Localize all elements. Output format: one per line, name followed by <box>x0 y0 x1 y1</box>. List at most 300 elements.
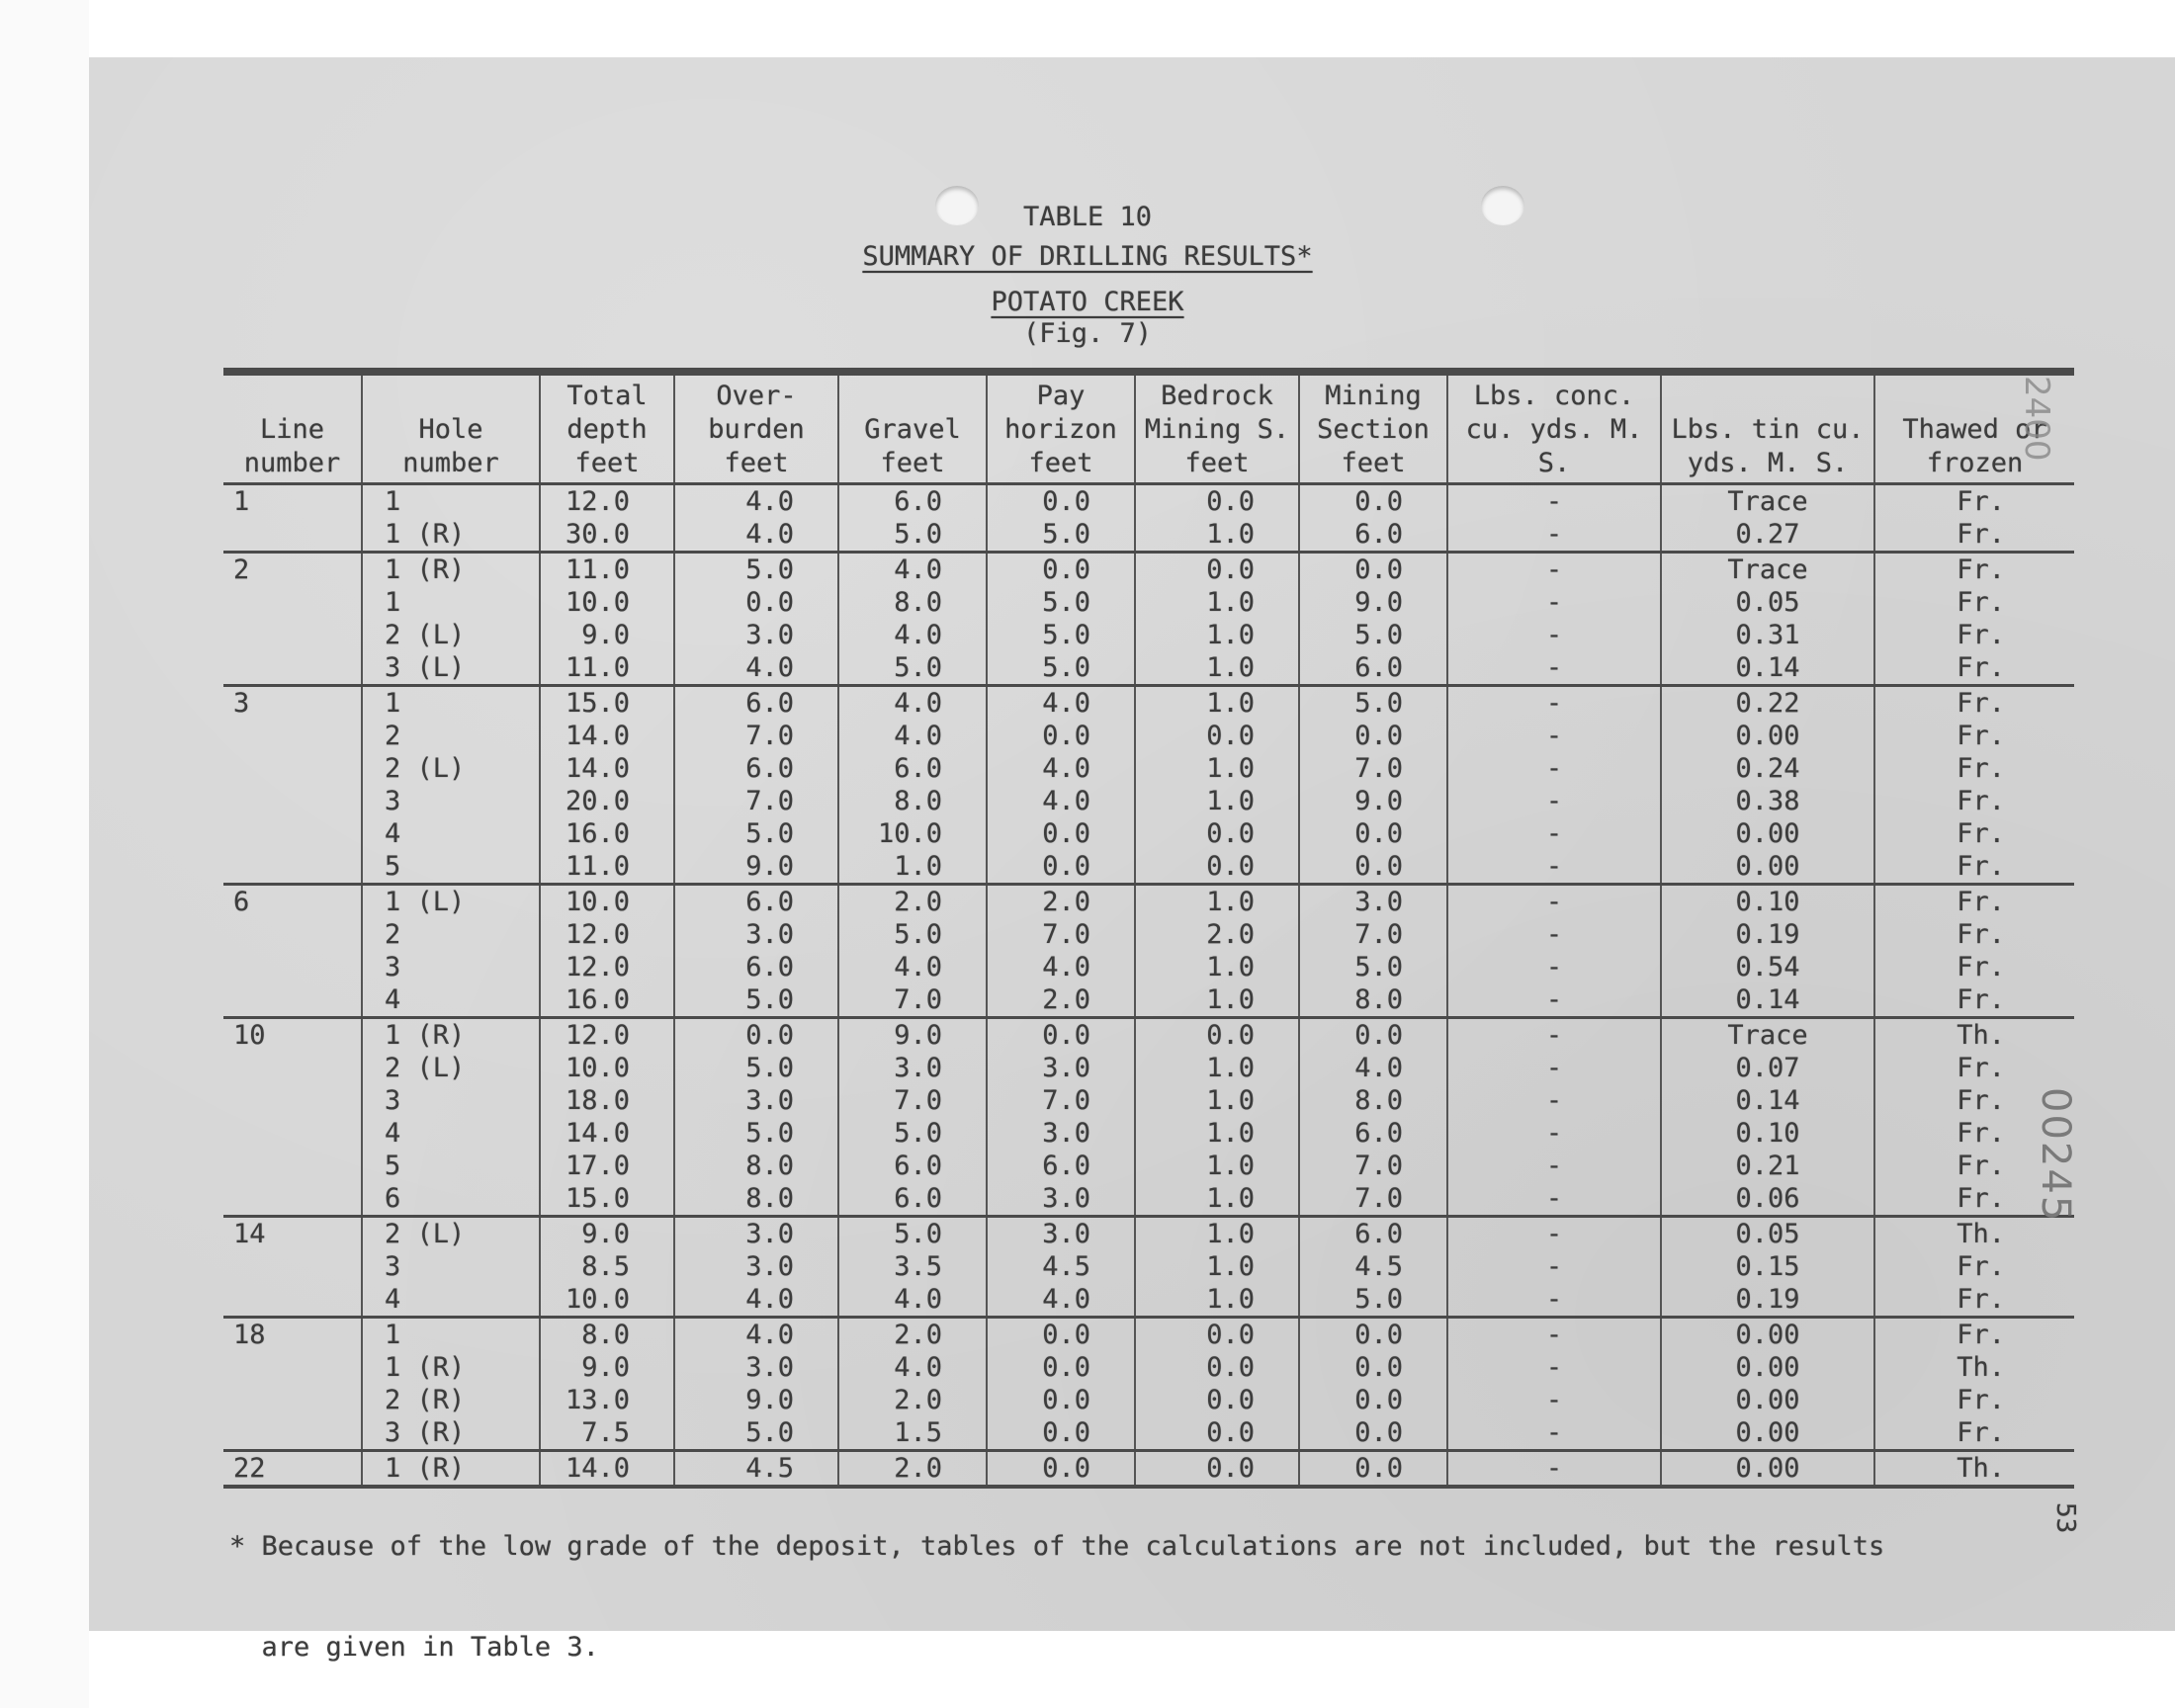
cell-hole-number: 3 <box>362 951 540 983</box>
cell-lbs-conc: - <box>1447 1451 1661 1488</box>
cell-hole-number: 2 <box>362 918 540 951</box>
cell-mining-section: 9.0 <box>1299 586 1447 619</box>
cell-total-depth: 14.0 <box>540 1117 674 1150</box>
cell-line-number <box>223 1052 362 1084</box>
cell-overburden: 4.5 <box>674 1451 838 1488</box>
cell-overburden: 5.0 <box>674 1117 838 1150</box>
table-row <box>223 686 2074 721</box>
punch-hole-right <box>1481 186 1524 225</box>
cell-lbs-conc: - <box>1447 1018 1661 1053</box>
cell-gravel: 2.0 <box>838 885 987 919</box>
cell-lbs-conc: - <box>1447 1384 1661 1416</box>
cell-lbs-tin: 0.54 <box>1661 951 1874 983</box>
cell-lbs-conc: - <box>1447 720 1661 752</box>
cell-mining-section: 5.0 <box>1299 619 1447 651</box>
header-mining-section: Mining Section feet <box>1299 375 1447 484</box>
table-row <box>223 951 2074 983</box>
table-row <box>223 1250 2074 1283</box>
cell-overburden: 8.0 <box>674 1182 838 1217</box>
cell-total-depth: 7.5 <box>540 1416 674 1451</box>
table-row <box>223 1150 2074 1182</box>
cell-overburden: 3.0 <box>674 918 838 951</box>
cell-mining-section: 6.0 <box>1299 1117 1447 1150</box>
cell-pay-horizon: 4.0 <box>987 686 1135 721</box>
cell-overburden: 3.0 <box>674 619 838 651</box>
cell-overburden: 8.0 <box>674 1150 838 1182</box>
cell-lbs-conc: - <box>1447 1117 1661 1150</box>
cell-lbs-tin: 0.31 <box>1661 619 1874 651</box>
cell-line-number: 14 <box>233 1219 266 1249</box>
cell-overburden: 5.0 <box>674 1052 838 1084</box>
cell-line-number <box>223 1384 362 1416</box>
cell-bedrock: 2.0 <box>1135 918 1299 951</box>
cell-lbs-tin: 0.14 <box>1661 651 1874 686</box>
cell-hole-number: 2 (L) <box>362 752 540 785</box>
cell-gravel: 6.0 <box>838 752 987 785</box>
cell-thawed-frozen: Fr. <box>1874 1250 2074 1283</box>
cell-gravel: 6.0 <box>838 484 987 519</box>
cell-bedrock: 0.0 <box>1135 817 1299 850</box>
cell-total-depth: 17.0 <box>540 1150 674 1182</box>
cell-thawed-frozen: Th. <box>1874 1018 2074 1053</box>
table-body <box>223 484 2074 1488</box>
table-row <box>223 885 2074 919</box>
cell-gravel: 5.0 <box>838 1217 987 1251</box>
cell-hole-number: 1 (R) <box>362 1018 540 1053</box>
cell-gravel: 4.0 <box>838 1283 987 1318</box>
cell-hole-number: 1 (R) <box>362 518 540 553</box>
cell-overburden: 6.0 <box>674 752 838 785</box>
cell-line-number <box>223 918 362 951</box>
cell-pay-horizon: 0.0 <box>987 484 1135 519</box>
cell-total-depth: 14.0 <box>540 720 674 752</box>
cell-lbs-tin: 0.14 <box>1661 983 1874 1018</box>
table-row <box>223 1384 2074 1416</box>
cell-lbs-tin: 0.10 <box>1661 1117 1874 1150</box>
cell-line-number <box>223 951 362 983</box>
cell-gravel: 9.0 <box>838 1018 987 1053</box>
cell-line-number <box>223 752 362 785</box>
cell-bedrock: 0.0 <box>1135 1451 1299 1488</box>
cell-gravel: 5.0 <box>838 518 987 553</box>
cell-pay-horizon: 3.0 <box>987 1217 1135 1251</box>
cell-mining-section: 0.0 <box>1299 484 1447 519</box>
cell-thawed-frozen: Fr. <box>1874 752 2074 785</box>
cell-overburden: 7.0 <box>674 785 838 817</box>
cell-line-number <box>223 1351 362 1384</box>
cell-line-number <box>223 1250 362 1283</box>
cell-hole-number: 5 <box>362 850 540 885</box>
cell-lbs-tin: 0.00 <box>1661 817 1874 850</box>
cell-total-depth: 15.0 <box>540 686 674 721</box>
cell-thawed-frozen: Fr. <box>1874 651 2074 686</box>
cell-lbs-tin: 0.10 <box>1661 885 1874 919</box>
cell-line-number <box>223 651 362 686</box>
cell-thawed-frozen: Fr. <box>1874 1318 2074 1352</box>
table-row <box>223 817 2074 850</box>
cell-lbs-conc: - <box>1447 1318 1661 1352</box>
cell-lbs-conc: - <box>1447 518 1661 553</box>
cell-thawed-frozen: Fr. <box>1874 484 2074 519</box>
cell-gravel: 4.0 <box>838 686 987 721</box>
cell-thawed-frozen: Fr. <box>1874 785 2074 817</box>
cell-lbs-tin: 0.07 <box>1661 1052 1874 1084</box>
cell-lbs-conc: - <box>1447 1283 1661 1318</box>
table-row <box>223 1416 2074 1451</box>
cell-lbs-conc: - <box>1447 553 1661 587</box>
table-row <box>223 484 2074 519</box>
cell-thawed-frozen: Fr. <box>1874 1416 2074 1451</box>
cell-gravel: 2.0 <box>838 1384 987 1416</box>
cell-overburden: 5.0 <box>674 817 838 850</box>
cell-line-number: 6 <box>233 887 250 917</box>
cell-lbs-conc: - <box>1447 918 1661 951</box>
header-pay-horizon: Pay horizon feet <box>987 375 1135 484</box>
cell-total-depth: 30.0 <box>540 518 674 553</box>
cell-total-depth: 10.0 <box>540 885 674 919</box>
cell-lbs-tin: 0.06 <box>1661 1182 1874 1217</box>
table-title-text: SUMMARY OF DRILLING RESULTS* <box>862 241 1313 272</box>
page-number: 53 <box>2050 1502 2080 1534</box>
cell-bedrock: 1.0 <box>1135 752 1299 785</box>
cell-gravel: 1.0 <box>838 850 987 885</box>
cell-bedrock: 1.0 <box>1135 885 1299 919</box>
cell-pay-horizon: 0.0 <box>987 817 1135 850</box>
cell-gravel: 8.0 <box>838 785 987 817</box>
cell-bedrock: 1.0 <box>1135 1117 1299 1150</box>
cell-lbs-conc: - <box>1447 1217 1661 1251</box>
cell-line-number <box>223 1416 362 1451</box>
cell-line-number: 1 <box>233 486 250 517</box>
header-thawed-frozen: Thawed or frozen <box>1874 375 2074 484</box>
cell-pay-horizon: 5.0 <box>987 586 1135 619</box>
cell-lbs-tin: 0.00 <box>1661 1351 1874 1384</box>
cell-overburden: 5.0 <box>674 553 838 587</box>
table-row <box>223 619 2074 651</box>
cell-gravel: 5.0 <box>838 1117 987 1150</box>
cell-gravel: 5.0 <box>838 918 987 951</box>
cell-thawed-frozen: Fr. <box>1874 1117 2074 1150</box>
cell-gravel: 8.0 <box>838 586 987 619</box>
cell-pay-horizon: 0.0 <box>987 1318 1135 1352</box>
cell-bedrock: 1.0 <box>1135 651 1299 686</box>
table-row <box>223 553 2074 587</box>
cell-overburden: 6.0 <box>674 686 838 721</box>
cell-line-number: 22 <box>223 1451 362 1488</box>
cell-mining-section: 6.0 <box>1299 1217 1447 1251</box>
cell-total-depth: 9.0 <box>540 619 674 651</box>
cell-bedrock: 1.0 <box>1135 586 1299 619</box>
cell-hole-number: 1 <box>362 484 540 519</box>
cell-pay-horizon: 2.0 <box>987 983 1135 1018</box>
cell-lbs-conc: - <box>1447 651 1661 686</box>
cell-thawed-frozen: Fr. <box>1874 720 2074 752</box>
title-block <box>692 198 1483 354</box>
table-row <box>223 1351 2074 1384</box>
cell-mining-section: 0.0 <box>1299 817 1447 850</box>
cell-thawed-frozen: Th. <box>1874 1217 2074 1251</box>
cell-line-number <box>223 983 362 1018</box>
cell-mining-section: 7.0 <box>1299 1150 1447 1182</box>
cell-hole-number: 4 <box>362 1283 540 1318</box>
cell-overburden: 4.0 <box>674 484 838 519</box>
cell-pay-horizon: 7.0 <box>987 918 1135 951</box>
cell-total-depth: 9.0 <box>540 1351 674 1384</box>
cell-pay-horizon: 5.0 <box>987 619 1135 651</box>
cell-pay-horizon: 4.0 <box>987 1283 1135 1318</box>
cell-pay-horizon: 0.0 <box>987 1451 1135 1488</box>
cell-pay-horizon: 4.0 <box>987 785 1135 817</box>
cell-mining-section: 0.0 <box>1299 1451 1447 1488</box>
header-lbs-tin: Lbs. tin cu. yds. M. S. <box>1661 375 1874 484</box>
cell-thawed-frozen: Fr. <box>1874 1052 2074 1084</box>
cell-hole-number: 2 <box>362 720 540 752</box>
cell-lbs-tin: Trace <box>1661 484 1874 519</box>
cell-lbs-conc: - <box>1447 1351 1661 1384</box>
table-row <box>223 918 2074 951</box>
cell-lbs-tin: 0.19 <box>1661 1283 1874 1318</box>
cell-overburden: 4.0 <box>674 651 838 686</box>
cell-total-depth: 10.0 <box>540 586 674 619</box>
cell-thawed-frozen: Fr. <box>1874 686 2074 721</box>
margin-stamp-number: 00245 <box>2033 1087 2078 1224</box>
table-row <box>223 1283 2074 1318</box>
cell-line-number <box>223 817 362 850</box>
cell-lbs-conc: - <box>1447 1052 1661 1084</box>
header-gravel: Gravel feet <box>838 375 987 484</box>
cell-total-depth: 12.0 <box>540 918 674 951</box>
figure-reference: (Fig. 7) <box>1022 318 1153 349</box>
cell-overburden: 6.0 <box>674 885 838 919</box>
cell-overburden: 0.0 <box>674 586 838 619</box>
cell-mining-section: 3.0 <box>1299 885 1447 919</box>
cell-lbs-conc: - <box>1447 686 1661 721</box>
cell-thawed-frozen: Fr. <box>1874 951 2074 983</box>
cell-hole-number: 1 (R) <box>362 1351 540 1384</box>
footnote <box>229 1463 2009 1708</box>
cell-total-depth: 8.5 <box>540 1250 674 1283</box>
cell-pay-horizon: 7.0 <box>987 1084 1135 1117</box>
cell-pay-horizon: 6.0 <box>987 1150 1135 1182</box>
margin-stamp-top: 2400 <box>2017 376 2056 462</box>
table-row <box>223 1052 2074 1084</box>
cell-line-number <box>223 518 362 553</box>
cell-pay-horizon: 5.0 <box>987 651 1135 686</box>
cell-bedrock: 1.0 <box>1135 619 1299 651</box>
cell-lbs-tin: 0.24 <box>1661 752 1874 785</box>
cell-gravel: 7.0 <box>838 983 987 1018</box>
cell-line-number <box>223 619 362 651</box>
cell-gravel: 1.5 <box>838 1416 987 1451</box>
cell-total-depth: 12.0 <box>540 1018 674 1053</box>
cell-mining-section: 8.0 <box>1299 983 1447 1018</box>
cell-mining-section: 0.0 <box>1299 1318 1447 1352</box>
table-row <box>223 720 2074 752</box>
cell-lbs-tin: 0.00 <box>1661 850 1874 885</box>
cell-mining-section: 0.0 <box>1299 1384 1447 1416</box>
cell-bedrock: 0.0 <box>1135 1351 1299 1384</box>
cell-overburden: 0.0 <box>674 1018 838 1053</box>
cell-bedrock: 1.0 <box>1135 1052 1299 1084</box>
cell-hole-number: 3 <box>362 1084 540 1117</box>
cell-thawed-frozen: Th. <box>1874 1351 2074 1384</box>
table-row <box>223 1018 2074 1053</box>
scan-margin <box>0 0 89 1708</box>
cell-line-number <box>223 1150 362 1182</box>
cell-lbs-tin: 0.00 <box>1661 1318 1874 1352</box>
cell-bedrock: 0.0 <box>1135 553 1299 587</box>
cell-total-depth: 14.0 <box>540 752 674 785</box>
cell-overburden: 9.0 <box>674 1384 838 1416</box>
cell-bedrock: 1.0 <box>1135 1217 1299 1251</box>
header-hole-number: Hole number <box>362 375 540 484</box>
cell-mining-section: 0.0 <box>1299 1351 1447 1384</box>
cell-total-depth: 11.0 <box>540 651 674 686</box>
cell-total-depth: 10.0 <box>540 1052 674 1084</box>
cell-gravel: 6.0 <box>838 1150 987 1182</box>
table-row <box>223 518 2074 553</box>
cell-lbs-tin: 0.38 <box>1661 785 1874 817</box>
cell-mining-section: 4.5 <box>1299 1250 1447 1283</box>
cell-gravel: 4.0 <box>838 720 987 752</box>
footnote-line-2: are given in Table 3. <box>229 1632 599 1663</box>
cell-lbs-conc: - <box>1447 752 1661 785</box>
cell-total-depth: 12.0 <box>540 951 674 983</box>
table-row <box>223 1182 2074 1217</box>
cell-mining-section: 6.0 <box>1299 651 1447 686</box>
table-row <box>223 785 2074 817</box>
drilling-results-table <box>223 368 2074 1489</box>
cell-overburden: 3.0 <box>674 1250 838 1283</box>
cell-line-number: 3 <box>233 688 250 719</box>
cell-bedrock: 0.0 <box>1135 1384 1299 1416</box>
cell-lbs-conc: - <box>1447 785 1661 817</box>
cell-lbs-tin: 0.21 <box>1661 1150 1874 1182</box>
cell-total-depth: 16.0 <box>540 983 674 1018</box>
cell-hole-number: 1 <box>362 586 540 619</box>
cell-mining-section: 6.0 <box>1299 518 1447 553</box>
cell-mining-section: 0.0 <box>1299 1018 1447 1053</box>
cell-pay-horizon: 0.0 <box>987 1384 1135 1416</box>
cell-pay-horizon: 0.0 <box>987 1018 1135 1053</box>
table-row <box>223 1318 2074 1352</box>
cell-lbs-conc: - <box>1447 983 1661 1018</box>
cell-hole-number: 2 (L) <box>362 1052 540 1084</box>
cell-bedrock: 1.0 <box>1135 1182 1299 1217</box>
cell-mining-section: 0.0 <box>1299 850 1447 885</box>
header-bedrock: Bedrock Mining S. feet <box>1135 375 1299 484</box>
cell-pay-horizon: 0.0 <box>987 1416 1135 1451</box>
cell-lbs-conc: - <box>1447 1416 1661 1451</box>
cell-bedrock: 1.0 <box>1135 1250 1299 1283</box>
table-row <box>223 752 2074 785</box>
cell-lbs-tin: 0.00 <box>1661 720 1874 752</box>
cell-lbs-conc: - <box>1447 850 1661 885</box>
cell-pay-horizon: 3.0 <box>987 1052 1135 1084</box>
cell-hole-number: 4 <box>362 1117 540 1150</box>
cell-pay-horizon: 4.0 <box>987 951 1135 983</box>
cell-overburden: 5.0 <box>674 1416 838 1451</box>
cell-thawed-frozen: Fr. <box>1874 918 2074 951</box>
cell-lbs-tin: Trace <box>1661 1018 1874 1053</box>
cell-mining-section: 0.0 <box>1299 1416 1447 1451</box>
cell-lbs-tin: 0.14 <box>1661 1084 1874 1117</box>
cell-overburden: 4.0 <box>674 1283 838 1318</box>
cell-hole-number: 1 <box>362 686 540 721</box>
cell-mining-section: 7.0 <box>1299 752 1447 785</box>
cell-hole-number: 6 <box>362 1182 540 1217</box>
cell-mining-section: 4.0 <box>1299 1052 1447 1084</box>
cell-bedrock: 1.0 <box>1135 785 1299 817</box>
cell-pay-horizon: 0.0 <box>987 850 1135 885</box>
cell-pay-horizon: 0.0 <box>987 553 1135 587</box>
footnote-line-1: * Because of the low grade of the deposit, tables of the calculations are not included, but the results <box>229 1531 1885 1562</box>
cell-gravel: 10.0 <box>838 817 987 850</box>
cell-hole-number: 3 <box>362 785 540 817</box>
cell-thawed-frozen: Fr. <box>1874 518 2074 553</box>
cell-pay-horizon: 5.0 <box>987 518 1135 553</box>
cell-mining-section: 5.0 <box>1299 1283 1447 1318</box>
cell-pay-horizon: 4.0 <box>987 752 1135 785</box>
cell-lbs-conc: - <box>1447 1182 1661 1217</box>
cell-mining-section: 0.0 <box>1299 553 1447 587</box>
cell-total-depth: 16.0 <box>540 817 674 850</box>
cell-line-number <box>223 1182 362 1217</box>
cell-gravel: 3.5 <box>838 1250 987 1283</box>
table-row <box>223 983 2074 1018</box>
cell-lbs-tin: 0.22 <box>1661 686 1874 721</box>
cell-overburden: 3.0 <box>674 1084 838 1117</box>
cell-pay-horizon: 0.0 <box>987 720 1135 752</box>
cell-hole-number: 3 <box>362 1250 540 1283</box>
cell-pay-horizon: 4.5 <box>987 1250 1135 1283</box>
cell-lbs-conc: - <box>1447 817 1661 850</box>
cell-gravel: 4.0 <box>838 951 987 983</box>
table-row <box>223 1117 2074 1150</box>
cell-gravel: 3.0 <box>838 1052 987 1084</box>
cell-bedrock: 0.0 <box>1135 1318 1299 1352</box>
cell-thawed-frozen: Fr. <box>1874 1084 2074 1117</box>
cell-lbs-conc: - <box>1447 619 1661 651</box>
cell-hole-number: 4 <box>362 817 540 850</box>
table-row <box>223 1217 2074 1251</box>
cell-line-number: 18 <box>233 1320 266 1350</box>
cell-overburden: 4.0 <box>674 1318 838 1352</box>
cell-lbs-conc: - <box>1447 1084 1661 1117</box>
table-header-row <box>223 375 2074 484</box>
cell-thawed-frozen: Fr. <box>1874 885 2074 919</box>
cell-thawed-frozen: Fr. <box>1874 1384 2074 1416</box>
cell-gravel: 4.0 <box>838 1351 987 1384</box>
cell-total-depth: 10.0 <box>540 1283 674 1318</box>
cell-bedrock: 0.0 <box>1135 1018 1299 1053</box>
cell-mining-section: 8.0 <box>1299 1084 1447 1117</box>
cell-thawed-frozen: Fr. <box>1874 1150 2074 1182</box>
cell-hole-number: 5 <box>362 1150 540 1182</box>
cell-overburden: 6.0 <box>674 951 838 983</box>
cell-gravel: 2.0 <box>838 1318 987 1352</box>
cell-gravel: 4.0 <box>838 619 987 651</box>
cell-total-depth: 11.0 <box>540 553 674 587</box>
cell-total-depth: 20.0 <box>540 785 674 817</box>
cell-hole-number: 3 (R) <box>362 1416 540 1451</box>
cell-thawed-frozen: Fr. <box>1874 1283 2074 1318</box>
cell-total-depth: 15.0 <box>540 1182 674 1217</box>
cell-total-depth: 18.0 <box>540 1084 674 1117</box>
header-line-number: Line number <box>223 375 362 484</box>
cell-bedrock: 0.0 <box>1135 1416 1299 1451</box>
cell-overburden: 3.0 <box>674 1351 838 1384</box>
